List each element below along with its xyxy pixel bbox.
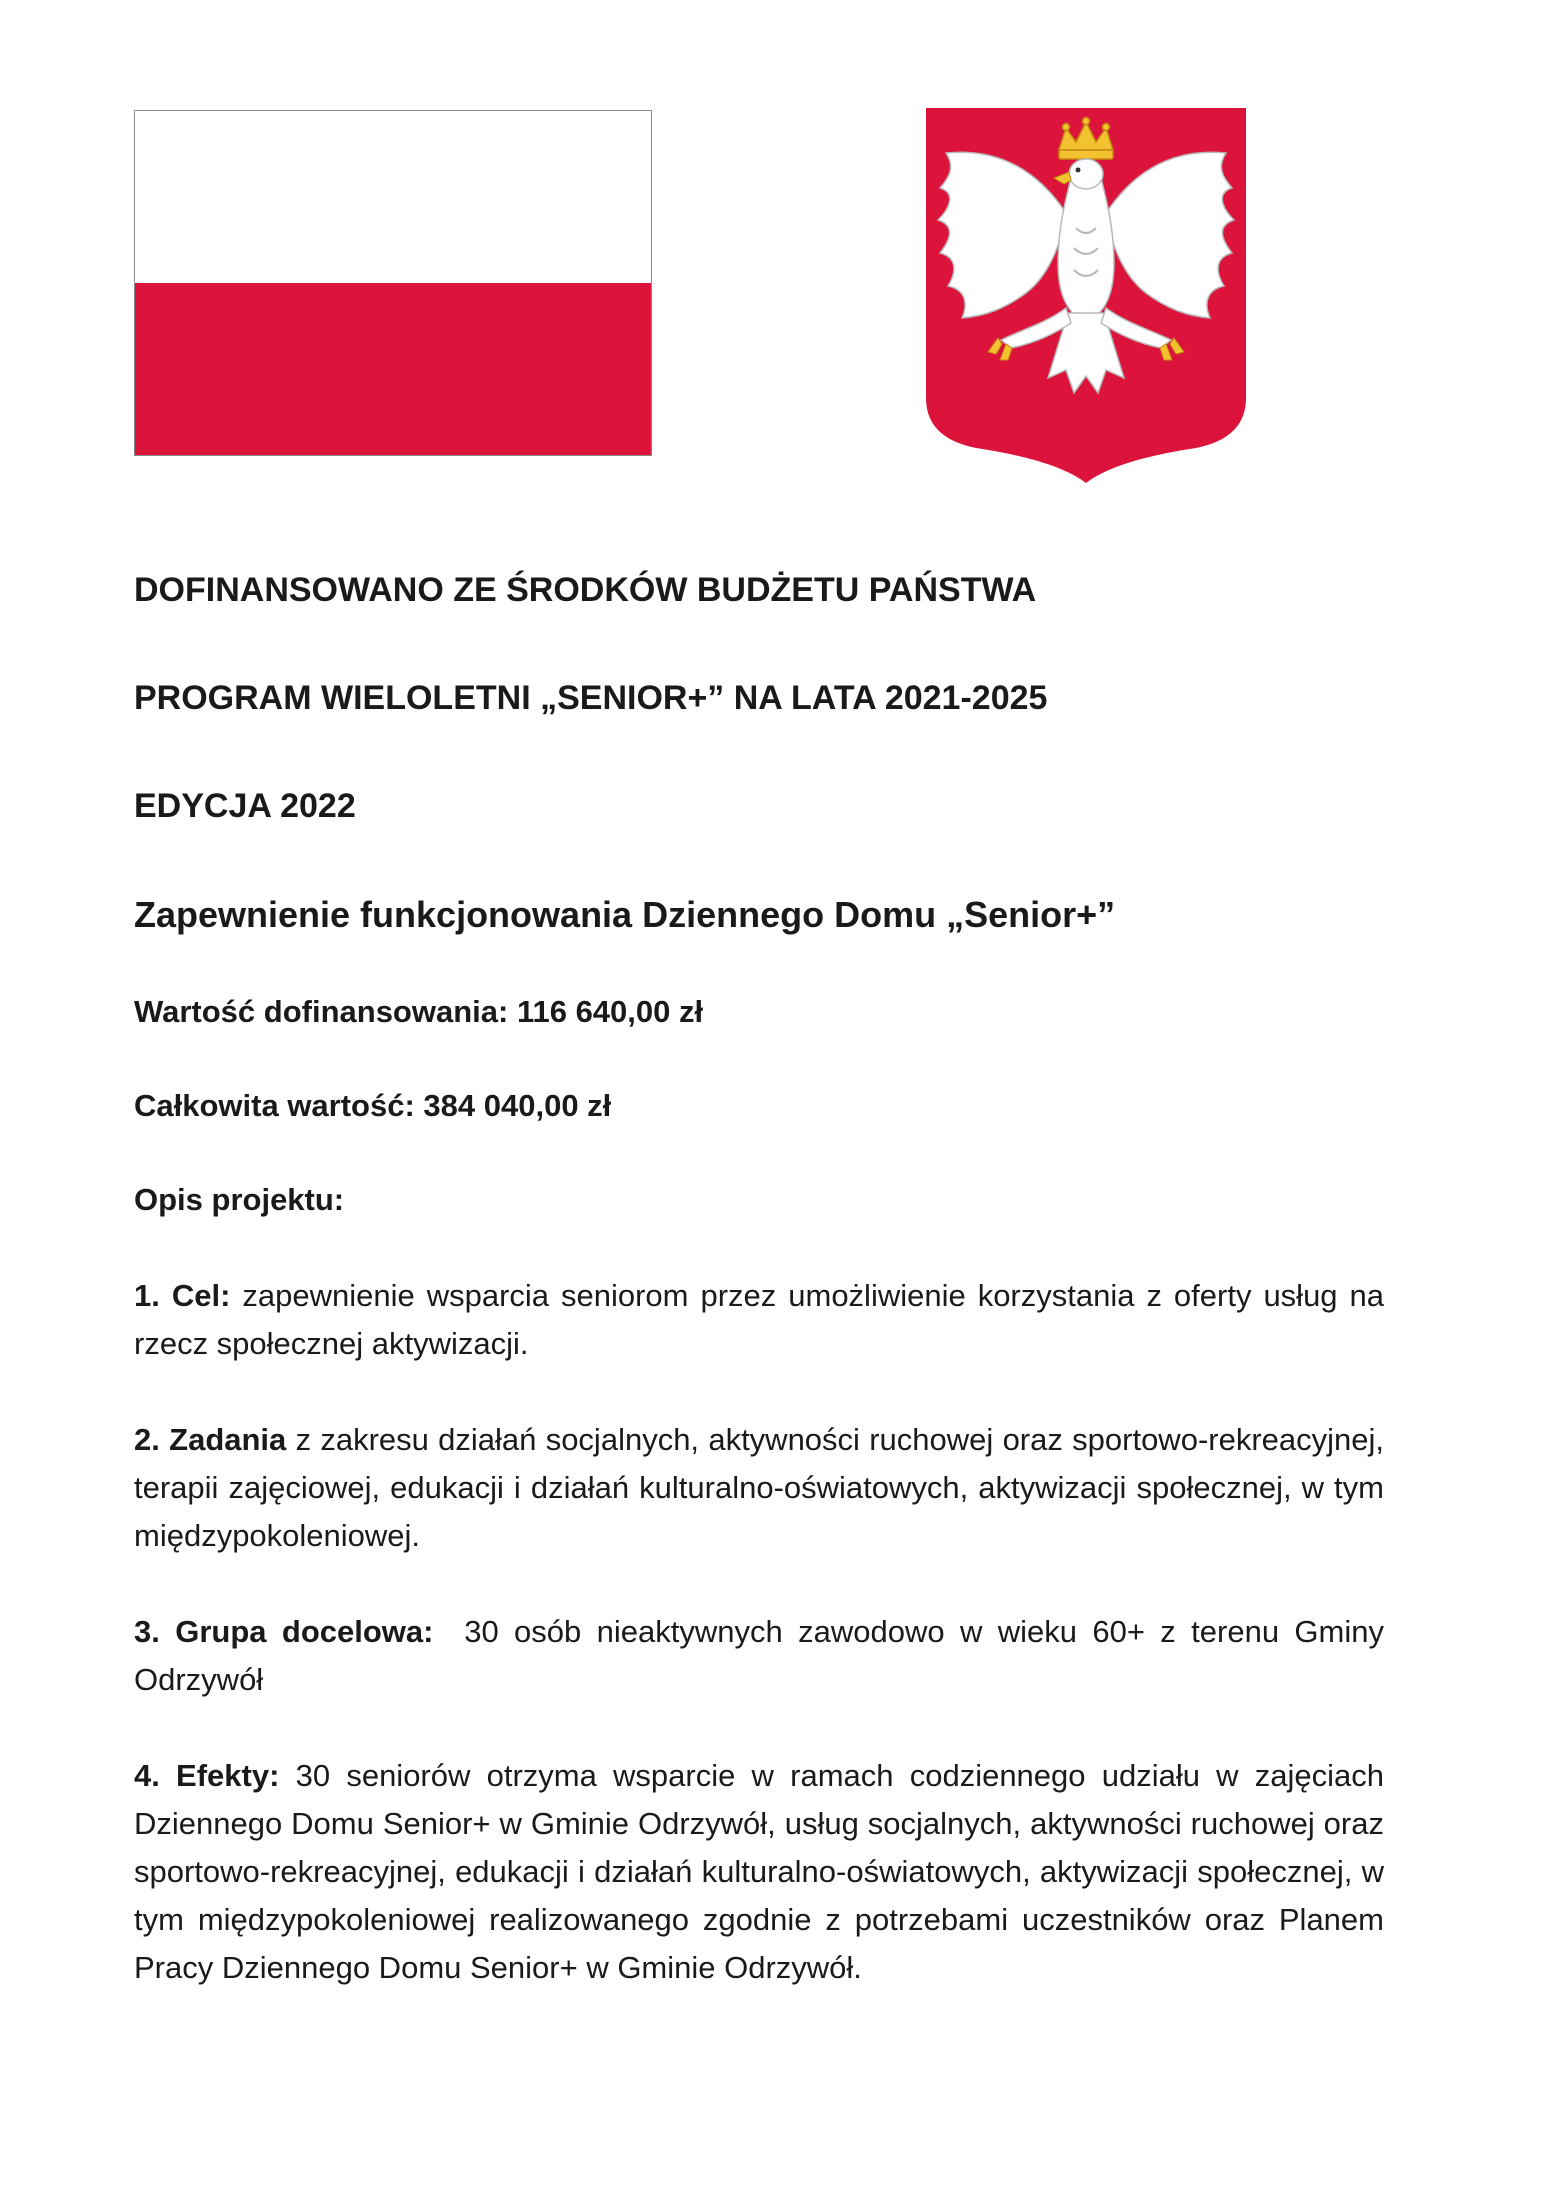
list-item — [134, 1608, 1393, 1704]
polish-eagle-coat-of-arms-icon — [926, 108, 1246, 483]
flag-red-stripe — [135, 283, 651, 455]
description-heading: Opis projektu: — [134, 1182, 345, 1217]
list-item — [134, 1752, 1384, 1992]
item-text: 30 seniorów otrzyma wsparcie w ramach codziennego udziału w zajęciach Dziennego Domu Senior+ w Gminie Odrzywół, usług socjalnych, aktywności ruchowej oraz sportowo-rekreacyjnej, edukacji i działań kulturalno-oświatowych, aktywizacji społecznej, w tym międzypokoleniowej realizowanego zgodnie z potrzebami uczestników oraz Planem Pracy Dziennego Domu Senior+ w Gminie Odrzywół. — [134, 1758, 1384, 1985]
list-item — [134, 1272, 1384, 1368]
item-text: z zakresu działań socjalnych, aktywności ruchowej oraz sportowo-rekreacyjnej, terapii zajęciowej, edukacji i działań kulturalno-oświatowych, aktywizacji społecznej, w tym międzypokoleniowej. — [134, 1422, 1384, 1553]
polish-flag — [134, 110, 652, 456]
list-item — [134, 1416, 1384, 1560]
total-value: Całkowita wartość: 384 040,00 zł — [134, 1088, 612, 1123]
flag-white-stripe — [135, 111, 651, 283]
header-line-2: PROGRAM WIELOLETNI „SENIOR+” NA LATA 2021-2025 — [134, 679, 1048, 717]
header-line-3: EDYCJA 2022 — [134, 787, 356, 825]
item-label: 2. Zadania — [134, 1422, 287, 1457]
item-label: 3. Grupa docelowa: — [134, 1614, 434, 1649]
funding-value: Wartość dofinansowania: 116 640,00 zł — [134, 994, 704, 1029]
item-text: zapewnienie wsparcia seniorom przez umożliwienie korzystania z oferty usług na rzecz społecznej aktywizacji. — [134, 1278, 1385, 1361]
header-line-1: DOFINANSOWANO ZE ŚRODKÓW BUDŻETU PAŃSTWA — [134, 571, 1037, 609]
project-title: Zapewnienie funkcjonowania Dziennego Domu „Senior+” — [134, 894, 1116, 935]
item-label: 1. Cel: — [134, 1278, 231, 1313]
item-text: 30 osób nieaktywnych zawodowo w wieku 60+ z terenu Gminy Odrzywół — [134, 1614, 1393, 1697]
document-body — [134, 568, 1393, 2040]
item-label: 4. Efekty: — [134, 1758, 280, 1793]
